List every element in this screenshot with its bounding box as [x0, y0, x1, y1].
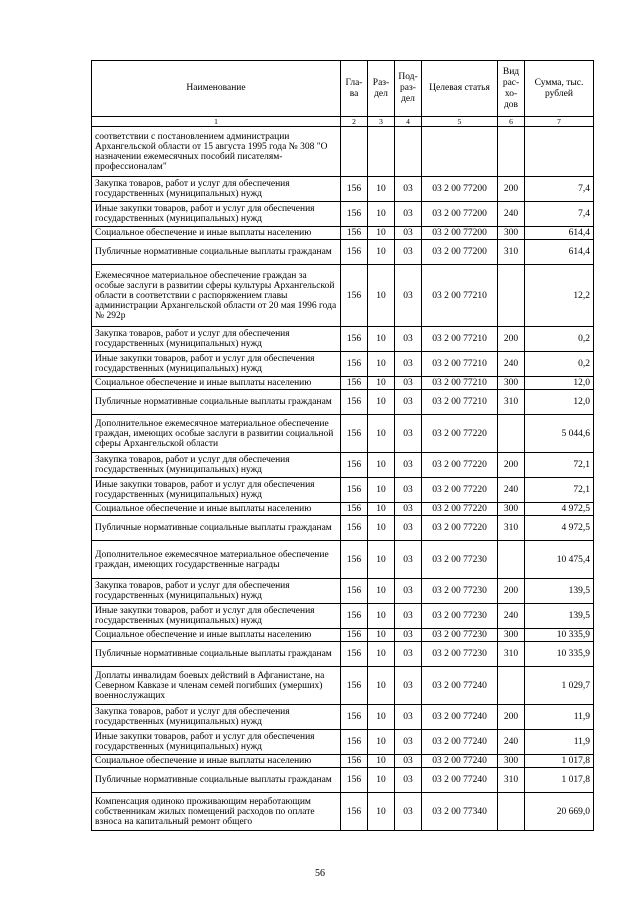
- table-row: [92, 202, 594, 227]
- row-glava: 156: [341, 516, 368, 541]
- row-target: 03 2 00 77240: [422, 755, 498, 768]
- row-sum: 7,4: [525, 202, 594, 227]
- row-expense: [498, 793, 525, 831]
- row-expense: 300: [498, 227, 525, 240]
- row-razdel: 10: [368, 604, 395, 629]
- row-podrazdel: 03: [395, 453, 422, 478]
- row-podrazdel: 03: [395, 579, 422, 604]
- row-expense: 240: [498, 352, 525, 377]
- row-target: 03 2 00 77240: [422, 667, 498, 705]
- row-target: 03 2 00 77230: [422, 629, 498, 642]
- row-glava: 156: [341, 705, 368, 730]
- row-sum: [525, 127, 594, 177]
- table-body: [92, 127, 594, 831]
- row-sum: 12,0: [525, 377, 594, 390]
- row-razdel: 10: [368, 265, 395, 327]
- row-podrazdel: 03: [395, 755, 422, 768]
- row-name: Закупка товаров, работ и услуг для обеспечения государственных (муниципальных) нужд: [92, 705, 341, 730]
- row-target: 03 2 00 77200: [422, 240, 498, 265]
- row-target: 03 2 00 77230: [422, 604, 498, 629]
- column-number: 7: [525, 117, 594, 127]
- row-name: Закупка товаров, работ и услуг для обеспечения государственных (муниципальных) нужд: [92, 453, 341, 478]
- row-expense: [498, 541, 525, 579]
- row-sum: 10 475,4: [525, 541, 594, 579]
- row-glava: 156: [341, 541, 368, 579]
- row-expense: 310: [498, 768, 525, 793]
- row-target: 03 2 00 77200: [422, 177, 498, 202]
- row-razdel: 10: [368, 177, 395, 202]
- row-podrazdel: 03: [395, 390, 422, 415]
- row-target: 03 2 00 77210: [422, 377, 498, 390]
- row-glava: 156: [341, 755, 368, 768]
- row-glava: 156: [341, 642, 368, 667]
- row-target: 03 2 00 77220: [422, 453, 498, 478]
- row-razdel: 10: [368, 415, 395, 453]
- row-name: Компенсация одиноко проживающим неработающим собственникам жилых помещений расходов по оплате взноса на капитальный ремонт общего: [92, 793, 341, 831]
- row-name: Закупка товаров, работ и услуг для обеспечения государственных (муниципальных) нужд: [92, 327, 341, 352]
- header-target: Целевая статья: [422, 61, 498, 117]
- row-podrazdel: 03: [395, 415, 422, 453]
- table-row: [92, 604, 594, 629]
- row-podrazdel: 03: [395, 604, 422, 629]
- row-podrazdel: 03: [395, 503, 422, 516]
- row-name: Дополнительное ежемесячное материальное обеспечение граждан, имеющих особые заслуги в развитии социальной сферы Архангельской области: [92, 415, 341, 453]
- table-row: [92, 265, 594, 327]
- row-podrazdel: 03: [395, 377, 422, 390]
- row-sum: 4 972,5: [525, 516, 594, 541]
- header-name: Наименование: [92, 61, 341, 117]
- row-podrazdel: 03: [395, 705, 422, 730]
- row-razdel: 10: [368, 478, 395, 503]
- row-sum: 1 029,7: [525, 667, 594, 705]
- budget-table: [91, 60, 594, 831]
- row-glava: 156: [341, 478, 368, 503]
- table-row: [92, 227, 594, 240]
- row-target: 03 2 00 77230: [422, 541, 498, 579]
- row-target: 03 2 00 77210: [422, 327, 498, 352]
- column-number: 2: [341, 117, 368, 127]
- row-target: 03 2 00 77210: [422, 390, 498, 415]
- row-name: Социальное обеспечение и иные выплаты населению: [92, 755, 341, 768]
- row-sum: 1 017,8: [525, 768, 594, 793]
- row-glava: 156: [341, 415, 368, 453]
- row-razdel: 10: [368, 642, 395, 667]
- row-target: 03 2 00 77200: [422, 227, 498, 240]
- row-target: 03 2 00 77240: [422, 768, 498, 793]
- row-target: 03 2 00 77240: [422, 705, 498, 730]
- row-razdel: 10: [368, 730, 395, 755]
- row-name: Социальное обеспечение и иные выплаты населению: [92, 629, 341, 642]
- table-row: [92, 240, 594, 265]
- row-podrazdel: 03: [395, 730, 422, 755]
- row-glava: 156: [341, 629, 368, 642]
- row-glava: 156: [341, 265, 368, 327]
- row-name: Иные закупки товаров, работ и услуг для обеспечения государственных (муниципальных) нужд: [92, 730, 341, 755]
- row-podrazdel: 03: [395, 541, 422, 579]
- row-razdel: 10: [368, 579, 395, 604]
- row-razdel: 10: [368, 453, 395, 478]
- column-number: 3: [368, 117, 395, 127]
- row-glava: 156: [341, 503, 368, 516]
- table-row: [92, 768, 594, 793]
- row-expense: 310: [498, 642, 525, 667]
- row-name: Доплаты инвалидам боевых действий в Афганистане, на Северном Кавказе и членам семей погибших (умерших) военнослужащих: [92, 667, 341, 705]
- row-glava: 156: [341, 667, 368, 705]
- row-glava: 156: [341, 240, 368, 265]
- table-row: [92, 793, 594, 831]
- row-name: Иные закупки товаров, работ и услуг для обеспечения государственных (муниципальных) нужд: [92, 478, 341, 503]
- row-razdel: 10: [368, 516, 395, 541]
- column-number: 4: [395, 117, 422, 127]
- table-row: [92, 705, 594, 730]
- table-row: [92, 629, 594, 642]
- row-sum: 614,4: [525, 240, 594, 265]
- table-row: [92, 177, 594, 202]
- row-glava: 156: [341, 390, 368, 415]
- row-name: Дополнительное ежемесячное материальное обеспечение граждан, имеющих государственные награды: [92, 541, 341, 579]
- table-row: [92, 667, 594, 705]
- row-razdel: [368, 127, 395, 177]
- row-glava: 156: [341, 453, 368, 478]
- row-razdel: 10: [368, 390, 395, 415]
- row-sum: 11,9: [525, 705, 594, 730]
- row-expense: 300: [498, 377, 525, 390]
- row-glava: 156: [341, 604, 368, 629]
- header-glava: Гла-ва: [341, 61, 368, 117]
- row-glava: [341, 127, 368, 177]
- row-target: 03 2 00 77240: [422, 730, 498, 755]
- column-number: 6: [498, 117, 525, 127]
- row-expense: 240: [498, 604, 525, 629]
- row-expense: [498, 415, 525, 453]
- row-razdel: 10: [368, 327, 395, 352]
- row-glava: 156: [341, 202, 368, 227]
- row-expense: 300: [498, 629, 525, 642]
- row-expense: 200: [498, 327, 525, 352]
- header-sum: Сумма, тыс. рублей: [525, 61, 594, 117]
- row-expense: 240: [498, 202, 525, 227]
- table-row: [92, 352, 594, 377]
- header-expense: Вид рас-хо-дов: [498, 61, 525, 117]
- row-podrazdel: 03: [395, 478, 422, 503]
- table-row: [92, 730, 594, 755]
- row-sum: 139,5: [525, 604, 594, 629]
- row-glava: 156: [341, 227, 368, 240]
- row-name: Иные закупки товаров, работ и услуг для обеспечения государственных (муниципальных) нужд: [92, 604, 341, 629]
- row-target: 03 2 00 77230: [422, 642, 498, 667]
- header-row: [92, 61, 594, 117]
- row-name: Публичные нормативные социальные выплаты гражданам: [92, 768, 341, 793]
- row-sum: 614,4: [525, 227, 594, 240]
- row-podrazdel: 03: [395, 768, 422, 793]
- table-row: [92, 377, 594, 390]
- row-name: Публичные нормативные социальные выплаты гражданам: [92, 516, 341, 541]
- row-sum: 11,9: [525, 730, 594, 755]
- header-razdel: Раз-дел: [368, 61, 395, 117]
- row-sum: 7,4: [525, 177, 594, 202]
- row-expense: 200: [498, 579, 525, 604]
- row-name: Закупка товаров, работ и услуг для обеспечения государственных (муниципальных) нужд: [92, 177, 341, 202]
- row-podrazdel: 03: [395, 227, 422, 240]
- header-podrazdel: Под-раз-дел: [395, 61, 422, 117]
- row-sum: 139,5: [525, 579, 594, 604]
- row-razdel: 10: [368, 755, 395, 768]
- row-target: 03 2 00 77220: [422, 415, 498, 453]
- row-razdel: 10: [368, 541, 395, 579]
- row-razdel: 10: [368, 667, 395, 705]
- table-row: [92, 503, 594, 516]
- row-name: Публичные нормативные социальные выплаты гражданам: [92, 390, 341, 415]
- row-razdel: 10: [368, 793, 395, 831]
- table-row: [92, 415, 594, 453]
- row-target: 03 2 00 77220: [422, 478, 498, 503]
- row-glava: 156: [341, 377, 368, 390]
- row-sum: 12,0: [525, 390, 594, 415]
- table-row: [92, 579, 594, 604]
- row-target: 03 2 00 77210: [422, 352, 498, 377]
- row-podrazdel: 03: [395, 265, 422, 327]
- row-expense: 310: [498, 516, 525, 541]
- row-target: 03 2 00 77220: [422, 516, 498, 541]
- row-expense: [498, 667, 525, 705]
- row-podrazdel: 03: [395, 177, 422, 202]
- row-expense: 200: [498, 177, 525, 202]
- row-name: Публичные нормативные социальные выплаты гражданам: [92, 642, 341, 667]
- column-number-row: [92, 117, 594, 127]
- column-number: 5: [422, 117, 498, 127]
- row-expense: 300: [498, 755, 525, 768]
- row-name: Социальное обеспечение и иные выплаты населению: [92, 377, 341, 390]
- column-number: 1: [92, 117, 341, 127]
- row-podrazdel: [395, 127, 422, 177]
- row-sum: 0,2: [525, 352, 594, 377]
- row-target: [422, 127, 498, 177]
- row-sum: 20 669,0: [525, 793, 594, 831]
- table-row: [92, 327, 594, 352]
- row-name: Социальное обеспечение и иные выплаты населению: [92, 503, 341, 516]
- row-target: 03 2 00 77210: [422, 265, 498, 327]
- row-podrazdel: 03: [395, 240, 422, 265]
- row-name: Социальное обеспечение и иные выплаты населению: [92, 227, 341, 240]
- row-razdel: 10: [368, 768, 395, 793]
- row-target: 03 2 00 77220: [422, 503, 498, 516]
- row-target: 03 2 00 77230: [422, 579, 498, 604]
- row-podrazdel: 03: [395, 642, 422, 667]
- row-sum: 0,2: [525, 327, 594, 352]
- row-sum: 12,2: [525, 265, 594, 327]
- row-name: Ежемесячное материальное обеспечение граждан за особые заслуги в развитии сферы культуры Архангельской области в соответствии с распоряжением главы администрации Архангельской области от 20 мая 1996 года № 292р: [92, 265, 341, 327]
- table-row: [92, 642, 594, 667]
- row-razdel: 10: [368, 227, 395, 240]
- row-sum: 72,1: [525, 453, 594, 478]
- table-row: [92, 516, 594, 541]
- row-expense: [498, 127, 525, 177]
- row-sum: 10 335,9: [525, 642, 594, 667]
- row-podrazdel: 03: [395, 629, 422, 642]
- row-name: соответствии с постановлением администрации Архангельской области от 15 августа 1995 года № 308 "О назначении ежемесячных пособий писателям-профессионалам": [92, 127, 341, 177]
- row-sum: 4 972,5: [525, 503, 594, 516]
- row-podrazdel: 03: [395, 516, 422, 541]
- row-podrazdel: 03: [395, 793, 422, 831]
- row-podrazdel: 03: [395, 667, 422, 705]
- table-row: [92, 541, 594, 579]
- row-expense: 300: [498, 503, 525, 516]
- row-sum: 1 017,8: [525, 755, 594, 768]
- row-sum: 72,1: [525, 478, 594, 503]
- table-row: [92, 453, 594, 478]
- row-expense: [498, 265, 525, 327]
- row-expense: 310: [498, 240, 525, 265]
- row-expense: 200: [498, 453, 525, 478]
- row-razdel: 10: [368, 202, 395, 227]
- row-podrazdel: 03: [395, 352, 422, 377]
- row-razdel: 10: [368, 629, 395, 642]
- row-name: Публичные нормативные социальные выплаты гражданам: [92, 240, 341, 265]
- row-name: Закупка товаров, работ и услуг для обеспечения государственных (муниципальных) нужд: [92, 579, 341, 604]
- row-expense: 310: [498, 390, 525, 415]
- row-glava: 156: [341, 768, 368, 793]
- table-row: [92, 478, 594, 503]
- row-glava: 156: [341, 352, 368, 377]
- row-sum: 5 044,6: [525, 415, 594, 453]
- row-expense: 200: [498, 705, 525, 730]
- row-expense: 240: [498, 478, 525, 503]
- row-razdel: 10: [368, 240, 395, 265]
- table-row: [92, 390, 594, 415]
- page-number: 56: [315, 868, 325, 879]
- table-row: [92, 755, 594, 768]
- row-glava: 156: [341, 793, 368, 831]
- row-podrazdel: 03: [395, 202, 422, 227]
- row-target: 03 2 00 77340: [422, 793, 498, 831]
- row-sum: 10 335,9: [525, 629, 594, 642]
- row-target: 03 2 00 77200: [422, 202, 498, 227]
- row-glava: 156: [341, 730, 368, 755]
- row-razdel: 10: [368, 377, 395, 390]
- row-podrazdel: 03: [395, 327, 422, 352]
- row-expense: 240: [498, 730, 525, 755]
- row-razdel: 10: [368, 705, 395, 730]
- row-glava: 156: [341, 177, 368, 202]
- row-razdel: 10: [368, 503, 395, 516]
- row-glava: 156: [341, 579, 368, 604]
- row-name: Иные закупки товаров, работ и услуг для обеспечения государственных (муниципальных) нужд: [92, 202, 341, 227]
- table-row: [92, 127, 594, 177]
- row-glava: 156: [341, 327, 368, 352]
- row-razdel: 10: [368, 352, 395, 377]
- row-name: Иные закупки товаров, работ и услуг для обеспечения государственных (муниципальных) нужд: [92, 352, 341, 377]
